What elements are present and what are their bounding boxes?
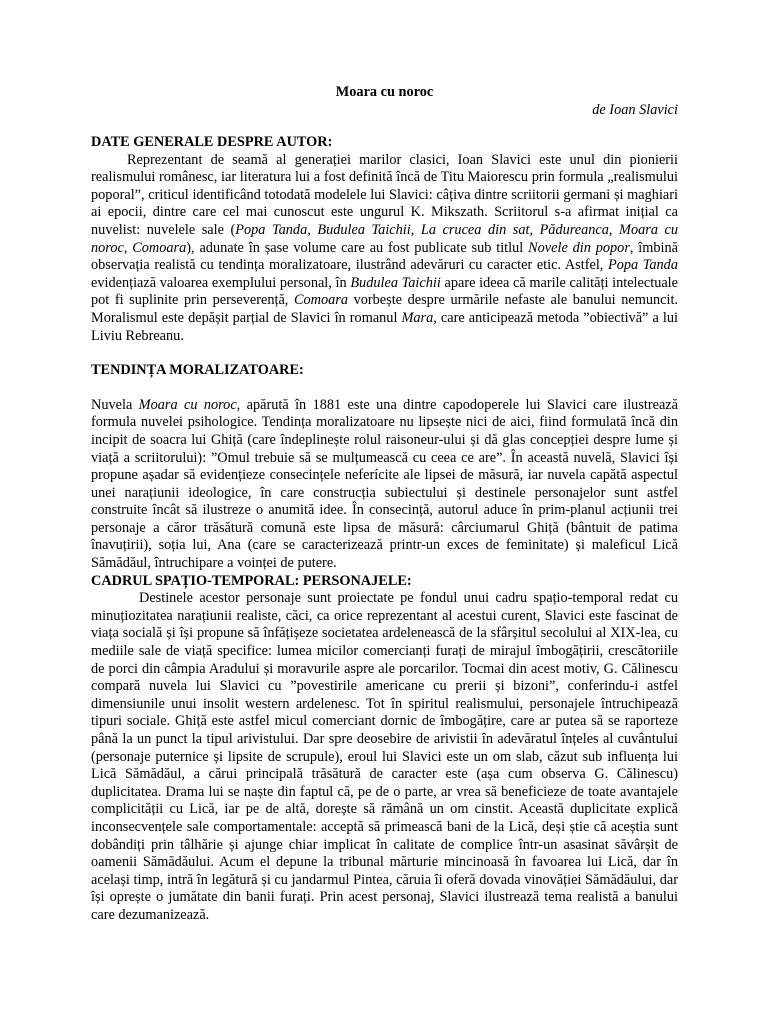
section-heading-setting: CADRUL SPAȚIO-TEMPORAL: PERSONAJELE: — [91, 572, 412, 589]
paragraph-moralizing: Nuvela Moara cu noroc, apărută în 1881 este una dintre capodoperele lui Slavici care ilustrează formula nuvelei psihologice. Tendința moralizatoare nu lipsește nici de aici, fiind formulată încă din incipit de soacra lui Ghiță (care îndeplinește rolul raisoneur-ului și dă glas concepției despre lume și viață a scriitorului): ”Omul trebuie să se mulțumească cu ceea ce are”. În această nuvelă, Slavici își propune așadar să evidențieze consecințele neferícite ale lipsei de măsură, iar nuvela capătă aspectul unei narațiunii ideologice, în care construcția subiectului și destinele personajelor sunt astfel construite încât să ilustreze o anumită idee. În consecință, autorul aduce în prim-planul acțiunii trei personaje a căror trăsătură comună este lipsa de măsură: cârciumarul Ghiță (bântuit de patima înavuțirii), soția lui, Ana (care se caracterizează printr-un exces de feminitate) și maleficul Lică Sămădăul, întruchipare a voinței de putere. — [91, 396, 678, 572]
paragraph-author-info: Reprezentant de seamă al generației marilor clasici, Ioan Slavici este unul din pionierii realismului românesc, iar literatura lui a fost definită încă de Titu Maiorescu prin formula „realismului poporal”, criticul identificând totodată modelele lui Slavici: câțiva dintre scriitorii germani și maghiari ai epocii, dintre care cel mai cunoscut este ungurul K. Mikszath. Scriitorul s-a afirmat inițial ca nuvelist: nuvelele sale (Popa Tanda, Budulea Taichii, La crucea din sat, Pădureanca, Moara cu noroc, Comoara), adunate în șase volume care au fost publicate sub titlul Novele din popor, îmbină observația realistă cu tendința moralizatoare, ilustrând adevăruri cu caracter etic. Astfel, Popa Tanda evidențiază valoarea exemplului personal, în Budulea Taichii apare ideea că marile calități intelectuale pot fi suplinite prin perseverență, Comoara vorbește despre urmările nefaste ale banului nemuncit. Moralismul este depășit parțial de Slavici în romanul Mara, care anticipează metoda ”obiectivă” a lui Liviu Rebreanu. — [91, 151, 679, 344]
section-heading-author: DATE GENERALE DESPRE AUTOR: — [91, 134, 333, 150]
document-author: de Ioan Slavici — [592, 102, 678, 118]
document-title: Moara cu noroc — [335, 84, 434, 100]
paragraph-setting: Destinele acestor personaje sunt proiectate pe fondul unui cadru spațio-temporal redat cu minuțiozitatea narațiunii realiste, căci, ca orice reprezentant al acestui curent, Slavici este fascinat de viața socială și își propune să înfățișeze societatea ardelenească de la sfârșitul secolului al XIX-lea, cu mediile sale de viață specifice: lumea micilor comercianți furați de mirajul îmbogățirii, crescătoriile de porci din câmpia Aradului și moravurile aspre ale porcarilor. Tocmai din acest motiv, G. Călinescu compară nuvela lui Slavici cu ”povestirile americane cu prerii și bizoni”, conferindu-i astfel dimensiunile unui insolit western ardelenesc. Tot în spiritul realismului, personajele întruchipează tipuri sociale. Ghiță este astfel micul comerciant dornic de îmbogățire, care ar putea să se raporteze până la un punct la tipul arivistului. Dar spre deosebire de arivistii în adevăratul înțeles al cuvântului (personaje puternice și lipsite de scrupule), eroul lui Slavici este un om slab, căzut sub influența lui Lică Sămădăul, a cărui principală trăsătură de caracter este (așa cum observa G. Călinescu) duplicitatea. Drama lui se naște din faptul că, pe de o parte, ar vrea să beneficieze de toate avantajele complicității cu Lică, iar pe de altă, dorește să rămână un om cinstit. Această duplicitate explică inconsecvențele sale comportamentale: acceptă să primească bani de la Lică, deși știe că aceștia sunt dobândiți prin tâlhărie și ajunge chiar implicat în calitate de complice într-un asasinat săvârșit de oamenii Sămădăului. Acum el depune la tribunal mărturie mincinoasă în favoarea lui Lică, dar în același timp, intră în legătură și cu jandarmul Pintea, căruia îi oferă dovada vinovăției Sămădăului, dar își oprește o jumătate din banii furați. Prin acest personaj, Slavici ilustrează tema realistă a banului care dezumanizează. — [91, 590, 678, 923]
section-heading-moralizing: TENDINȚA MORALIZATOARE: — [91, 362, 304, 379]
